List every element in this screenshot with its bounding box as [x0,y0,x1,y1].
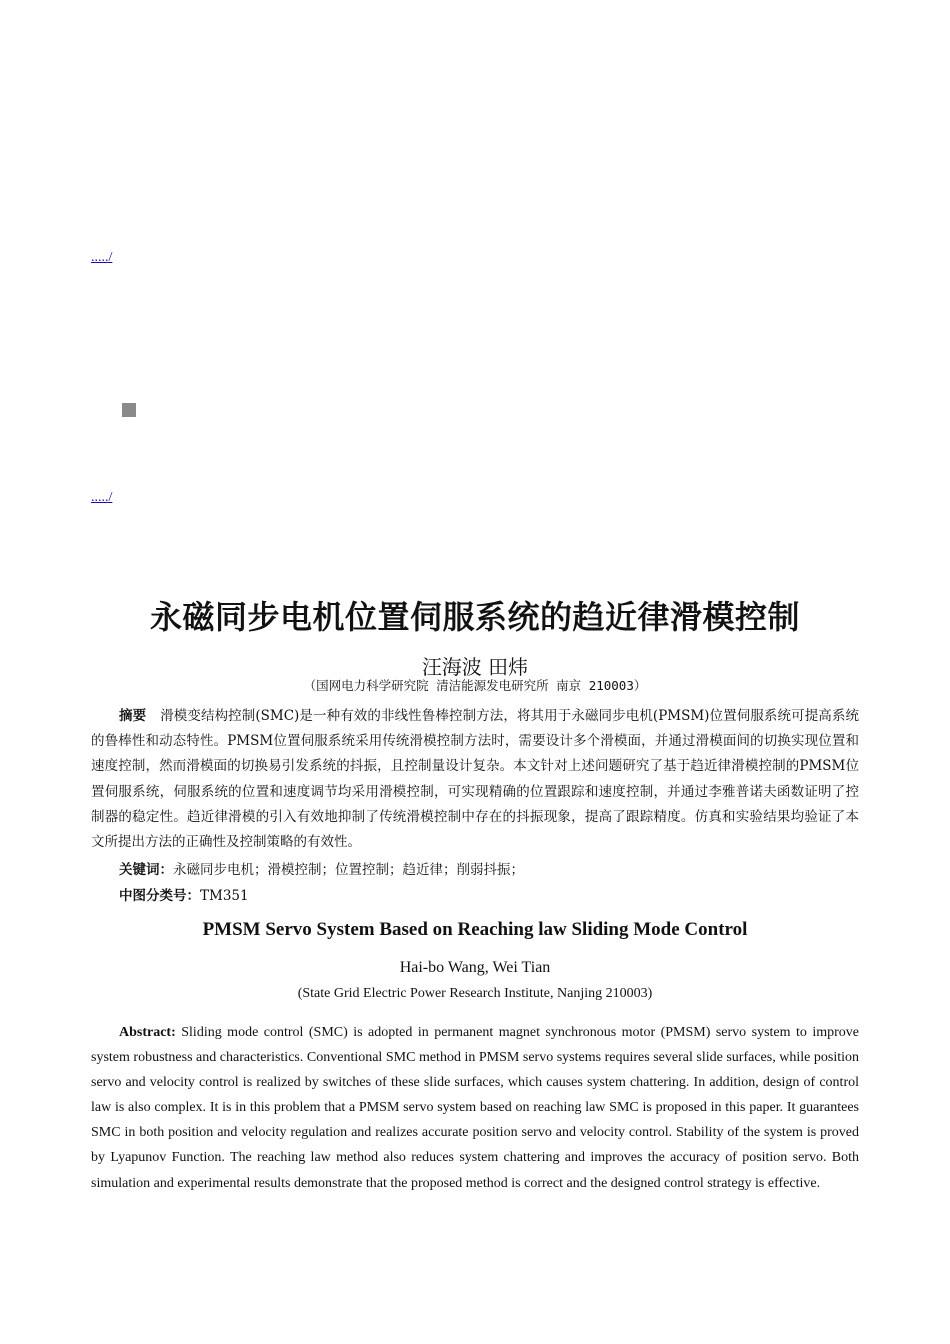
paper-affiliation: （国网电力科学研究院 清洁能源发电研究所 南京 210003） [303,678,647,693]
classification-text: TM351 [200,888,249,904]
abstract-cn [91,704,859,855]
keywords [119,858,524,878]
abstract-en-label: Abstract: [119,1025,176,1040]
english-affiliation: (State Grid Electric Power Research Institute, Nanjing 210003) [297,986,653,1001]
abstract-cn-text: 滑模变结构控制(SMC)是一种有效的非线性鲁棒控制方法，将其用于永磁同步电机(PMSM)位置伺服系统可提高系统的鲁棒性和动态特性。PMSM位置伺服系统采用传统滑模控制方法时，需要设计多个滑模面，并通过滑模面间的切换实现位置和速度控制，然而滑模面的切换易引发系统的抖振，且控制量设计复杂。本文针对上述问题研究了基于趋近律滑模控制的PMSM位置伺服系统，伺服系统的位置和速度调节均采用滑模控制，可实现精确的位置跟踪和速度控制，并通过李雅普诺夫函数证明了控制器的稳定性。趋近律滑模的引入有效地抑制了传统滑模控制中存在的抖振现象，提高了跟踪精度。仿真和实验结果均验证了本文所提出方法的正确性及控制策略的有效性。 [91,708,860,851]
bottom-link[interactable]: ...../ [91,490,113,505]
abstract-cn-label: 摘要 [119,708,147,724]
top-link[interactable]: ...../ [91,250,113,265]
paper-title: 永磁同步电机位置伺服系统的趋近律滑模控制 [149,598,800,636]
keywords-text: 永磁同步电机；滑模控制；位置控制；趋近律；削弱抖振； [173,862,524,878]
abstract-en-text: Sliding mode control (SMC) is adopted in permanent magnet synchronous motor (PMSM) servo system to improve system robustness and characteristics. Conventional SMC method in PMSM servo systems requires several slide surfaces, while position servo and velocity control is realized by switches of these slide surfaces, which causes system chattering. In addition, design of control law is also complex. It is in this problem that a PMSM servo system based on reaching law SMC is proposed in this paper. It guarantees SMC in both position and velocity regulation and realizes accurate position servo and velocity control. Stability of the system is proved by Lyapunov Function. The reaching law method also reduces system chattering and improves the accuracy of position servo. Both simulation and experimental results demonstrate that the proposed method is correct and the designed control strategy is effective. [91,1025,860,1191]
abstract-en [91,1020,859,1196]
classification-label: 中图分类号： [119,888,200,904]
english-title: PMSM Servo System Based on Reaching law Sliding Mode Control [202,919,748,940]
classification [119,884,249,904]
paper-authors: 汪海波 田炜 [421,655,529,679]
keywords-label: 关键词： [119,862,173,878]
english-authors: Hai-bo Wang, Wei Tian [399,959,551,976]
image-placeholder-icon [122,403,136,417]
